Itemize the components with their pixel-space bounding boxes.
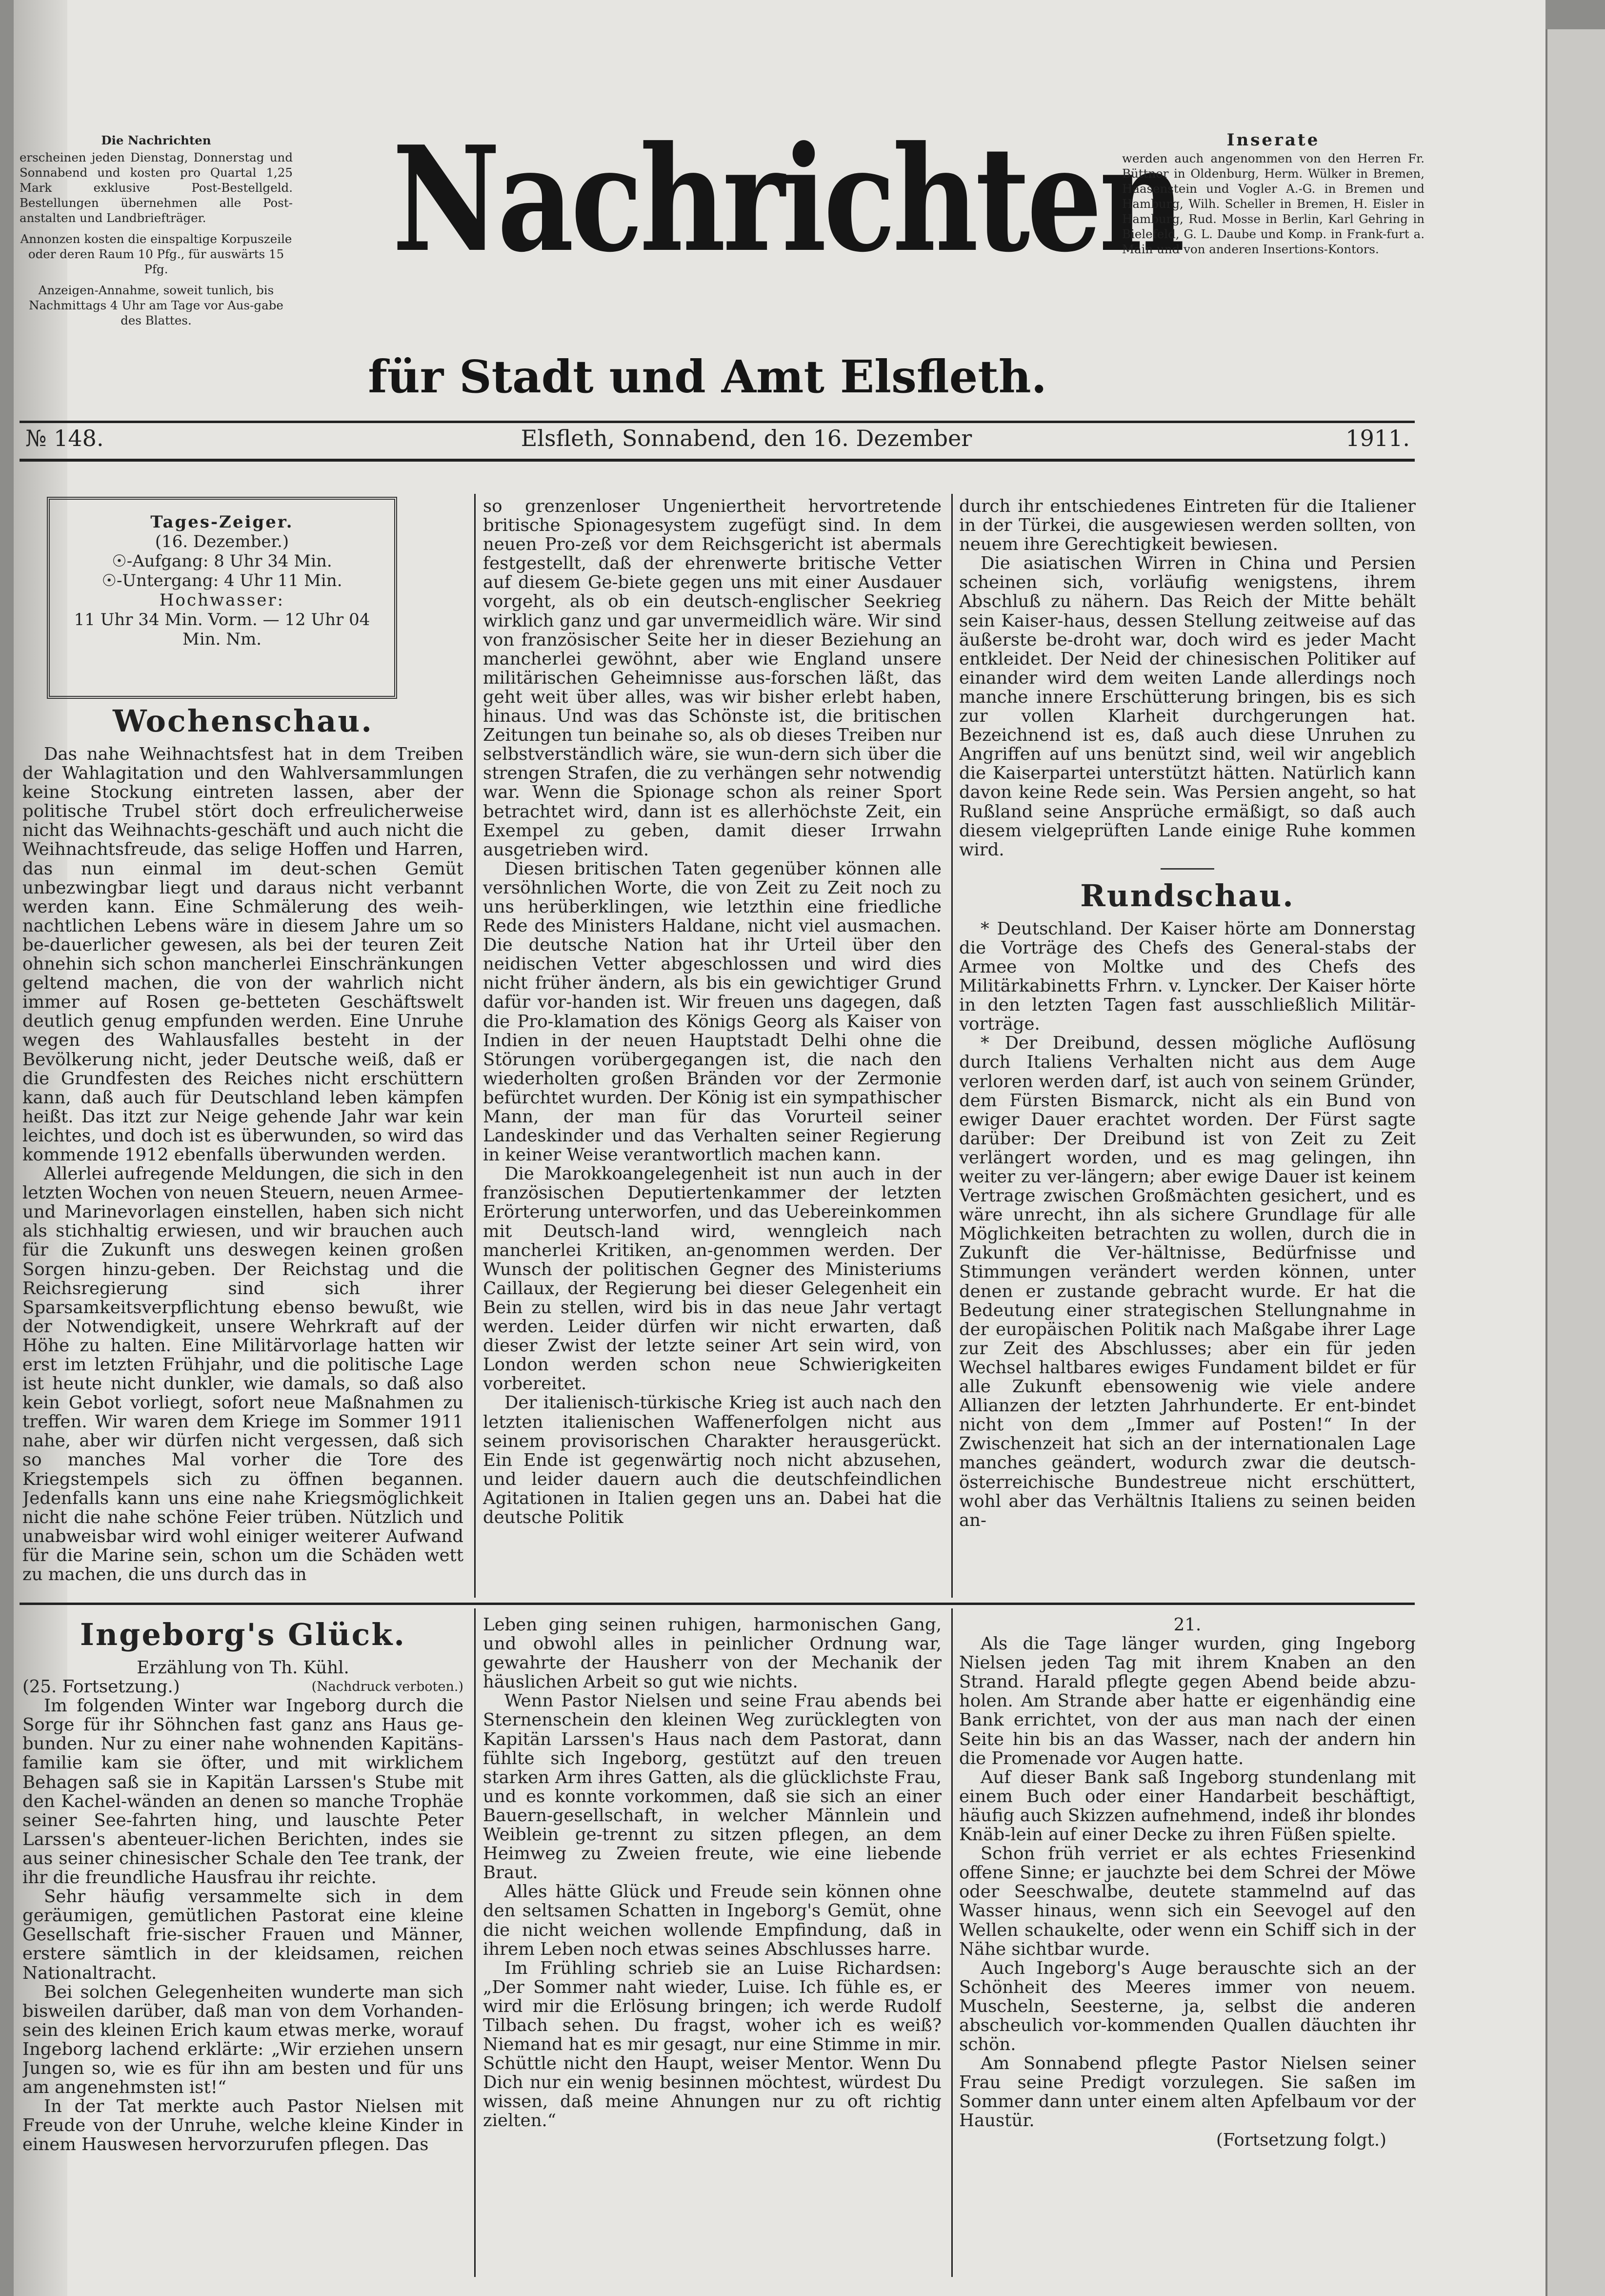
story-paragraph: Schon früh verriet er als echtes Friesenkind offene Sinne; er jauchzte bei dem Schrei der Möwe oder Seeschwalbe, deutete stammelnd auf das Wasser hinaus, wenn sich ein Seevogel auf den Wellen schaukelte, oder wenn ein Schiff sich in der Nähe sichtbar wurde. bbox=[959, 1844, 1416, 1959]
issue-number: № 148. bbox=[25, 425, 104, 451]
page-edge bbox=[1545, 29, 1605, 2296]
story-paragraph: Am Sonnabend pflegte Pastor Nielsen seiner Frau seine Predigt vorzulegen. Sie saßen im Sommer dann unter einem alten Apfelbaum vor der Haustür. bbox=[959, 2053, 1416, 2131]
subscription-heading: Die Nachrichten bbox=[101, 133, 211, 147]
rundschau-paragraph: * Der Dreibund, dessen mögliche Auflösung durch Italiens Verhalten nicht aus dem Auge verloren werden darf, ist auch von seinem Gründer, dem Fürsten Bismarck, nicht als ein Bund von ewiger Dauer erachtet worden. Der Fürst sagte darüber: Der Dreibund ist von Zeit zu Zeit verlängert worden, und es mag gelingen, ihn weiter zu ver-längern; aber ewige Dauer ist keinem Vertrage zwischen Großmächten gesichert, und es wäre unrecht, ihn als sichere Grundlage für alle Möglichkeiten betrachten zu wollen, durch die in Zukunft die Ver-hältnisse, Bedürfnisse und Stimmungen verändert werden können, unter denen er zustande gebracht wurde. Er hat die Bedeutung einer strategischen Stellungnahme in der europäischen Politik nach Maßgabe ihrer Lage zur Zeit des Abschlusses; aber ein für jeden Wechsel haltbares ewiges Fundament bildet er für alle Zukunft ebensowenig wie viele andere Allianzen der letzten Jahrhunderte. Er ent-bindet nicht von dem „Immer auf Posten!“ In der Zwischenzeit hat sich an der internationalen Lage manches geändert, wodurch zwar die deutsch-österreichische Bundestreue nicht erschüttert, wohl aber das Verhältnis Italiens zu seinen beiden an- bbox=[959, 1033, 1416, 1530]
rundschau-paragraph: * Deutschland. Der Kaiser hörte am Donnerstag die Vorträge des Chefs des General-stabs der Armee von Moltke und des Chefs des Militärkabinetts Frhrn. v. Lyncker. Der Kaiser hörte in den letzten Tagen fast ausschließlich Militär-vorträge. bbox=[959, 918, 1416, 1035]
tages-zeiger-title: Tages-Zeiger. bbox=[150, 512, 294, 532]
column-rule-1 bbox=[474, 494, 476, 1598]
wochenschau-column-1 bbox=[22, 699, 463, 1598]
dateline-bottom-rule bbox=[20, 459, 1415, 462]
inserate-text: werden auch angenommen von den Herren Fr. Büttner in Oldenburg, Herm. Wülker in Bremen, Haasenstein und Vogler A.-G. in Bremen und Hamburg, Wilh. Scheller in Bremen, H. Eisler in Hamburg, Rud. Mosse in Berlin, Karl Gehring in Bielefeld, G. L. Daube und Komp. in Frank-furt a. Main und von anderen Insertions-Kontors. bbox=[1122, 151, 1424, 256]
ingeborg-heading: Ingeborg's Glück. bbox=[80, 1617, 406, 1652]
ingeborg-column-2 bbox=[483, 1615, 942, 2279]
sunset-text: ☉-Untergang: 4 Uhr 11 Min. bbox=[101, 571, 342, 590]
subscription-text: erscheinen jeden Dienstag, Donnerstag und Sonnabend und kosten pro Quartal 1,25 Mark exklusive Post-Bestellgeld. Bestellungen übernehmen alle Post-anstalten und Landbriefträger. bbox=[20, 150, 293, 225]
ingeborg-column-1 bbox=[22, 1615, 463, 2279]
wochenschau-paragraph: Diesen britischen Taten gegenüber können alle versöhnlichen Worte, die von Zeit zu Zeit noch zu uns herüberklingen, wie letzthin eine friedliche Rede des Ministers Haldane, nicht viel ausmachen. Die deutsche Nation hat ihr Urteil über den neidischen Vetter abgeschlossen und wird dies nicht früher ändern, als bis ein gewichtiger Grund dafür vor-handen ist. Wir freuen uns dagegen, daß die Pro-klamation des Königs Georg als Kaiser von Indien in der neuen Hauptstadt Delhi ohne die Störungen vorübergegangen ist, die nach den wiederholten großen Bränden vor der Zermonie befürchtet wurden. Der König ist ein sympathischer Mann, der man für das Vorurteil seiner Landeskinder und das Verhalten seiner Regierung in keiner Weise verantwortlich machen kann. bbox=[483, 858, 942, 1165]
tages-zeiger-box bbox=[47, 497, 397, 699]
place-date: Elsfleth, Sonnabend, den 16. Dezember bbox=[521, 425, 972, 451]
ingeborg-continuation: (25. Fortsetzung.) bbox=[22, 1677, 180, 1697]
masthead-title: Nachrichten bbox=[392, 114, 1182, 284]
wochenschau-paragraph: Der italienisch-türkische Krieg ist auch nach den letzten italienischen Waffenerfolgen nicht aus seinem provisorischen Charakter herausgerückt. Ein Ende ist gegenwärtig noch nicht abzusehen, und leider dauern auch die deutschfeindlichen Agitationen in Italien gegen uns an. Dabei hat die deutsche Politik bbox=[483, 1393, 942, 1527]
tide-times: 11 Uhr 34 Min. Vorm. — 12 Uhr 04 Min. Nm. bbox=[74, 610, 370, 649]
tages-zeiger-date: (16. Dezember.) bbox=[155, 532, 289, 551]
advert-deadline-text: Anzeigen-Annahme, soweit tunlich, bis Nachmittags 4 Uhr am Tage vor Aus-gabe des Blattes. bbox=[29, 283, 283, 327]
column-rule-3 bbox=[474, 1608, 476, 2277]
to-be-continued: (Fortsetzung folgt.) bbox=[1216, 2130, 1386, 2150]
reprint-notice: (Nachdruck verboten.) bbox=[311, 1679, 463, 1695]
dateline-top-rule bbox=[20, 421, 1415, 423]
story-paragraph: In der Tat merkte auch Pastor Nielsen mit Freude von der Unruhe, welche kleine Kinder in einem Hauswesen hervorzurufen pflegen. Das bbox=[22, 2096, 463, 2155]
story-paragraph: Auch Ingeborg's Auge berauschte sich an der Schönheit des Meeres immer von neuem. Muscheln, Seesterne, ja, selbst die anderen abscheulich vor-kommenden Quallen däuchten ihr schön. bbox=[959, 1958, 1416, 2055]
wochenschau-heading: Wochenschau. bbox=[113, 703, 373, 739]
story-paragraph: Im Frühling schrieb sie an Luise Richardsen: „Der Sommer naht wieder, Luise. Ich fühle es, er wird mir die Erlösung bringen; ich werde Rudolf Tilbach sehen. Du fragst, woher ich es weiß? Niemand hat es mir gesagt, nur eine Stimme in mir. Schüttle nicht den Haupt, weiser Mentor. Wenn Du Dich nur ein wenig besinnen möchtest, würdest Du wissen, daß meine Ahnungen nur zu oft richtig zielten.“ bbox=[483, 1958, 942, 2131]
column-rule-4 bbox=[951, 1608, 953, 2277]
wochenschau-paragraph: durch ihr entschiedenes Eintreten für die Italiener in der Türkei, die ausgewiesen werden sollten, von neuem ihre Gerechtigkeit bewiesen. bbox=[959, 497, 1416, 555]
wochenschau-column-3 bbox=[959, 497, 1416, 1598]
story-paragraph: Als die Tage länger wurden, ging Ingeborg Nielsen jeden Tag mit ihrem Knaben an den Strand. Harald pflegte gegen Abend beide abzu-holen. Am Strande aber hatte er eigenhändig eine Bank errichtet, von der aus man nach der einen Seite hin bis an das Wasser, nach der andern hin die Promenade vor Augen hatte. bbox=[959, 1634, 1416, 1768]
wochenschau-paragraph: Das nahe Weihnachtsfest hat in dem Treiben der Wahlagitation und den Wahlversammlungen keine Stockung eintreten lassen, aber der politische Trubel stört doch erfreulicherweise nicht das Weihnachts-geschäft und auch nicht die Weihnachtsfreude, das selige Hoffen und Harren, das nun einmal im deut-schen Gemüt unbezwingbar liegt und daraus nicht verbannt werden kann. Eine Schmälerung des weih-nachtlichen Lebens wäre in diesem Jahre um so be-dauerlicher gewesen, als bei der teuren Zeit ohnehin sich schon mancherlei Einschränkungen geltend machen, die von der wahrlich nicht immer auf Rosen ge-betteten Geschäftswelt deutlich genug empfunden werden. Eine Unruhe wegen des Wahlausfalles besteht in der Bevölkerung nicht, jeder Deutsche weiß, daß er die Grundfesten des Reiches nicht erschüttern kann, daß auch für Deutschland leben kämpfen heißt. Das itzt zur Neige gehende Jahr war kein leichtes, und doch ist es überwunden, so wird das kommende 1912 ebenfalls überwunden werden. bbox=[22, 744, 463, 1165]
rundschau-heading: Rundschau. bbox=[1080, 877, 1295, 914]
column-rule-2 bbox=[951, 494, 953, 1598]
subscription-note bbox=[20, 133, 293, 334]
story-paragraph: Wenn Pastor Nielsen und seine Frau abends bei Sternenschein den kleinen Weg zurücklegten von Kapitän Larssen's Haus nach dem Pastorat, dann fühlte sich Ingeborg, gestützt auf den treuen starken Arm ihres Gatten, als die glücklichste Frau, und es konnte vorkommen, daß sie sich an einer Bauern-gesellschaft, in welcher Männlein und Weiblein ge-trennt zu sitzen pflegen, an dem Heimweg zu Zweien freute, wie eine liebende Braut. bbox=[483, 1691, 942, 1883]
ingeborg-continuation-row bbox=[22, 1677, 463, 1696]
issue-year: 1911. bbox=[1345, 425, 1410, 451]
wochenschau-paragraph: Die asiatischen Wirren in China und Persien scheinen sich, vorläufig wenigstens, ihrem Abschluß zu nähern. Das Reich der Mitte behält sein Kaiser-haus, dessen Stellung zeitweise auf das äußerste be-droht war, doch wird es jeder Macht entkleidet. Der Neid der chinesischen Politiker auf einander wird dem weiten Lande allerdings noch manche innere Erschütterung bringen, bis es sich zur vollen Klarheit durchgerungen hat. Bezeichnend ist es, daß auch diese Unruhen zu Angriffen auf uns benützt sind, weil wir angeblich die Kaiserpartei unterstützt hätten. Natürlich kann davon keine Rede sein. Was Persien angeht, so hat Rußland seine Ansprüche ermäßigt, so daß auch diesem vielgeprüften Lande einige Ruhe kommen wird. bbox=[959, 553, 1416, 860]
short-divider bbox=[1161, 868, 1214, 870]
inserate-note bbox=[1122, 133, 1424, 263]
ingeborg-column-3 bbox=[959, 1615, 1416, 2279]
ingeborg-byline: Erzählung von Th. Kühl. bbox=[137, 1658, 349, 1678]
story-paragraph: Auf dieser Bank saß Ingeborg stundenlang mit einem Buch oder einer Handarbeit beschäftigt, häufig auch Skizzen aufnehmend, indeß ihr blondes Knäb-lein auf einer Decke zu ihren Füßen spielte. bbox=[959, 1767, 1416, 1845]
sunrise-text: ☉-Aufgang: 8 Uhr 34 Min. bbox=[112, 551, 332, 571]
story-paragraph: Im folgenden Winter war Ingeborg durch die Sorge für ihr Söhnchen fast ganz ans Haus ge-bunden. Nur zu einer nahe wohnenden Kapitäns-familie kam sie öfter, und mit wirklichem Behagen saß sie in Kapitän Larssen's Stube mit den Kachel-wänden an denen so manche Trophäe seiner See-fahrten hing, und lauschte Peter Larssen's abenteuer-lichen Berichten, indes sie aus seiner chinesischer Schale den Tee trank, der ihr die freundliche Hausfrau ihr reichte. bbox=[22, 1696, 463, 1888]
wochenschau-paragraph: so grenzenloser Ungeniertheit hervortretende britische Spionagesystem zugefügt sind. In dem neuen Pro-zeß vor dem Reichsgericht ist abermals festgestellt, daß der ehrenwerte britische Vetter auf diesem Ge-biete gegen uns mit einer Ausdauer vorgeht, als ob ein deutsch-englischer Seekrieg wirklich ganz und gar unvermeidlich wäre. Wir sind von französischer Seite her in dieser Beziehung an mancherlei gewöhnt, aber wie England unsere militärischen Geheimnisse aus-forschen läßt, das geht weit über alles, was wir bisher erlebt haben, hinaus. Und was das Schönste ist, die britischen Zeitungen tun beinahe so, als ob dieses Treiben nur selbstverständlich wäre, sie wun-dern sich über die strengen Strafen, die zu verhängen sehr notwendig war. Wenn die Spionage schon als reiner Sport betrachtet wird, dann ist es allerhöchste Zeit, ein Exempel zu geben, damit dieser Irrwahn ausgetrieben wird. bbox=[483, 497, 942, 860]
story-paragraph: Alles hätte Glück und Freude sein können ohne den seltsamen Schatten in Ingeborg's Gemüt, ohne die nicht weichen wollende Empfindung, daß in ihrem Leben noch etwas seines Abschlusses harre. bbox=[483, 1882, 942, 1959]
wochenschau-paragraph: Allerlei aufregende Meldungen, die sich in den letzten Wochen von neuen Steuern, neuen Armee- und Marinevorlagen einstellen, haben sich nicht als stichhaltig erwiesen, und wir brauchen auch für die Zukunft uns deswegen keinen großen Sorgen hinzu-geben. Der Reichstag und die Reichsregierung sind sich ihrer Sparsamkeitsverpflichtung ebenso bewußt, wie der Notwendigkeit, unsere Wehrkraft auf der Höhe zu halten. Eine Militärvorlage hatten wir erst im letzten Frühjahr, und die politische Lage ist heute nicht dunkler, wie damals, so daß also kein Gebot vorliegt, sofort neue Maßnahmen zu treffen. Wir waren dem Kriege im Sommer 1911 nahe, aber wir dürfen nicht vergessen, daß sich so manches Mal vorher die Tore des Kriegstempels sich zu öffnen begannen. Jedenfalls kann uns eine nahe Kriegsmöglichkeit nicht die nahe schöne Feier trüben. Nützlich und unabweisbar wird wohl einiger weiterer Aufwand für die Marine sein, schon um die Schäden wett zu machen, die uns durch das in bbox=[22, 1164, 463, 1585]
wochenschau-column-2 bbox=[483, 497, 942, 1598]
advert-price-text: Annonzen kosten die einspaltige Korpuszeile oder deren Raum 10 Pfg., für auswärts 15 Pfg. bbox=[20, 232, 292, 276]
section-rule bbox=[20, 1603, 1415, 1605]
inserate-heading: Inserate bbox=[1226, 133, 1320, 150]
story-paragraph: Bei solchen Gelegenheiten wunderte man sich bisweilen darüber, daß man von dem Vorhanden-sein des kleinen Erich kaum etwas merke, worauf Ingeborg lachend erklärte: „Wir erziehen unsern Jungen so, wie es für ihn am besten und für uns am angenehmsten ist!“ bbox=[22, 1982, 463, 2098]
wochenschau-paragraph: Die Marokkoangelegenheit ist nun auch in der französischen Deputiertenkammer der letzten Erörterung unterworfen, und das Uebereinkommen mit Deutsch-land wird, wenngleich nach mancherlei Kritiken, an-genommen werden. Der Wunsch der politischen Gegner des Ministeriums Caillaux, der Regierung bei dieser Gelegenheit ein Bein zu stellen, wird bis in das neue Jahr vertagt werden. Leider dürfen wir nicht erwarten, daß dieser Zwist der letzte seiner Art sein wird, von London werden schon neue Schwierigkeiten vorbereitet. bbox=[483, 1164, 942, 1394]
story-paragraph: Sehr häufig versammelte sich in dem geräumigen, gemütlichen Pastorat eine kleine Gesellschaft frie-sischer Frauen und Männer, erstere sämtlich in der kleidsamen, reichen Nationaltracht. bbox=[22, 1887, 463, 1983]
masthead-subtitle: für Stadt und Amt Elsfleth. bbox=[368, 350, 1047, 403]
story-paragraph: Leben ging seinen ruhigen, harmonischen Gang, und obwohl alles in peinlicher Ordnung war, gewahrte der Hausherr von der Mechanik der häuslichen Arbeit so gut wie nichts. bbox=[483, 1615, 942, 1692]
chapter-number: 21. bbox=[1173, 1615, 1202, 1635]
tide-label: Hochwasser: bbox=[159, 590, 285, 610]
